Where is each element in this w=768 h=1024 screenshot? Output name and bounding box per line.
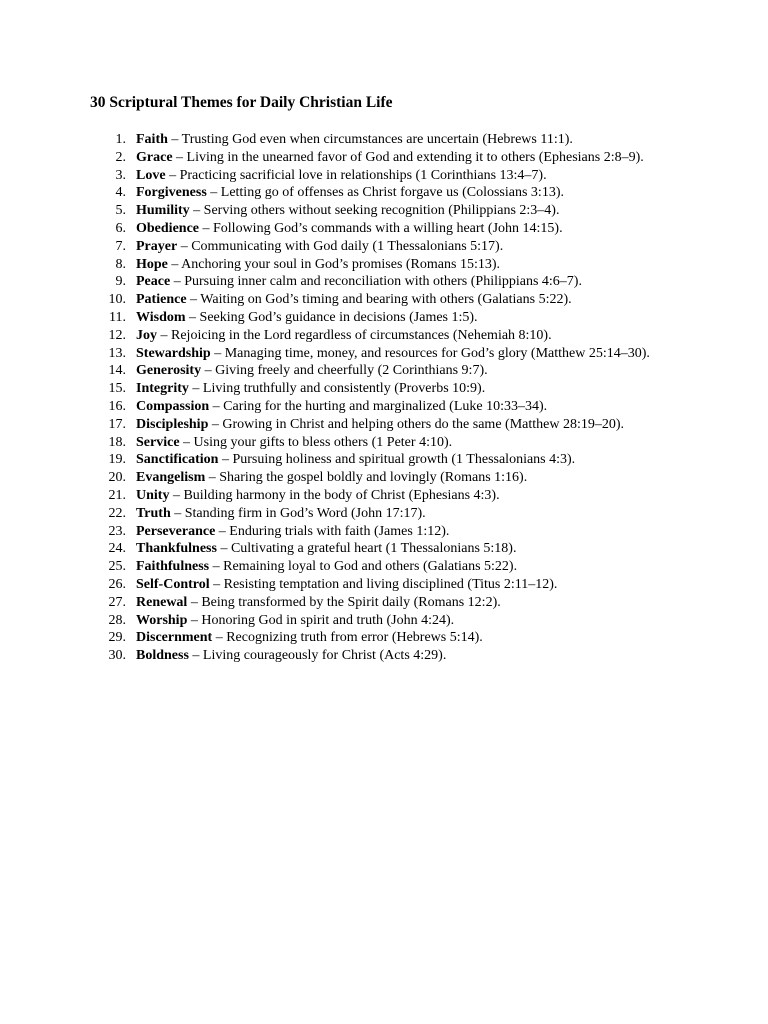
item-term: Compassion	[136, 398, 210, 414]
item-separator: –	[188, 648, 203, 664]
item-description: Anchoring your soul in God’s promises (Romans 15:13).	[181, 256, 500, 272]
item-term: Wisdom	[136, 309, 186, 325]
item-separator: –	[165, 167, 180, 183]
item-separator: –	[169, 487, 184, 503]
item-term: Self-Control	[136, 576, 210, 592]
item-description: Caring for the hurting and marginalized (Luke 10:33–34).	[223, 398, 548, 414]
item-term: Integrity	[136, 381, 189, 397]
list-item	[90, 540, 678, 558]
theme-list	[90, 131, 678, 665]
item-description: Pursuing inner calm and reconciliation with others (Philippians 4:6–7).	[184, 274, 582, 290]
item-separator: –	[185, 309, 200, 325]
item-term: Service	[136, 434, 180, 450]
item-term: Stewardship	[136, 345, 211, 361]
item-term: Truth	[136, 505, 171, 521]
item-number: 11.	[109, 309, 126, 325]
item-number: 29.	[108, 630, 126, 646]
item-term: Sanctification	[136, 452, 219, 468]
item-term: Evangelism	[136, 470, 206, 486]
item-number: 9.	[115, 274, 126, 290]
item-term: Hope	[136, 256, 168, 272]
item-description: Living in the unearned favor of God and extending it to others (Ephesians 2:8–9).	[186, 149, 644, 165]
list-item	[90, 380, 678, 398]
list-item	[90, 291, 678, 309]
item-separator: –	[210, 345, 225, 361]
list-item	[90, 202, 678, 220]
item-description: Giving freely and cheerfully (2 Corinthians 9:7).	[215, 363, 488, 379]
item-separator: –	[206, 185, 221, 201]
item-description: Pursuing holiness and spiritual growth (1 Thessalonians 4:3).	[232, 452, 576, 468]
item-separator: –	[170, 505, 185, 521]
item-number: 28.	[108, 612, 126, 628]
item-number: 1.	[115, 132, 126, 147]
list-item	[90, 238, 678, 256]
item-separator: –	[170, 274, 185, 290]
item-separator: –	[186, 292, 201, 308]
item-term: Generosity	[136, 363, 202, 379]
item-description: Seeking God’s guidance in decisions (James 1:5).	[199, 309, 478, 325]
list-item	[90, 434, 678, 452]
item-description: Communicating with God daily (1 Thessalonians 5:17).	[191, 238, 504, 254]
list-item	[90, 594, 678, 612]
item-number: 22.	[108, 505, 126, 521]
list-item	[90, 309, 678, 327]
item-term: Patience	[136, 292, 187, 308]
item-number: 7.	[115, 238, 126, 254]
list-item	[90, 576, 678, 594]
item-number: 5.	[115, 203, 126, 219]
list-item	[90, 345, 678, 363]
item-term: Humility	[136, 203, 190, 219]
item-description: Serving others without seeking recognition (Philippians 2:3–4).	[203, 203, 560, 219]
document-title: 30 Scriptural Themes for Daily Christian Life	[90, 94, 393, 111]
list-item	[90, 647, 678, 665]
item-term: Discipleship	[136, 416, 209, 432]
list-item	[90, 451, 678, 469]
item-separator: –	[188, 381, 203, 397]
item-separator: –	[216, 541, 231, 557]
list-item	[90, 362, 678, 380]
list-item	[90, 612, 678, 630]
item-description: Resisting temptation and living disciplined (Titus 2:11–12).	[223, 576, 558, 592]
item-separator: –	[201, 363, 216, 379]
item-separator: –	[172, 149, 187, 165]
item-term: Worship	[136, 612, 188, 628]
item-term: Obedience	[136, 220, 199, 236]
item-description: Trusting God even when circumstances are uncertain (Hebrews 11:1).	[181, 132, 573, 147]
item-separator: –	[208, 416, 223, 432]
item-term: Discernment	[136, 630, 213, 646]
item-description: Using your gifts to bless others (1 Peter 4:10).	[193, 434, 453, 450]
item-term: Joy	[136, 327, 157, 343]
item-number: 20.	[108, 470, 126, 486]
item-term: Faithfulness	[136, 559, 210, 575]
item-term: Grace	[136, 149, 173, 165]
item-separator: –	[209, 576, 224, 592]
item-description: Letting go of offenses as Christ forgave us (Colossians 3:13).	[220, 185, 564, 201]
item-number: 6.	[115, 220, 126, 236]
list-item	[90, 469, 678, 487]
item-description: Being transformed by the Spirit daily (Romans 12:2).	[201, 594, 501, 610]
item-separator: –	[167, 132, 182, 147]
item-term: Thankfulness	[136, 541, 217, 557]
list-item	[90, 505, 678, 523]
item-term: Forgiveness	[136, 185, 207, 201]
item-term: Renewal	[136, 594, 188, 610]
item-description: Living truthfully and consistently (Proverbs 10:9).	[202, 381, 486, 397]
item-number: 17.	[108, 416, 126, 432]
item-separator: –	[189, 203, 204, 219]
item-description: Sharing the gospel boldly and lovingly (Romans 1:16).	[219, 470, 528, 486]
item-description: Growing in Christ and helping others do the same (Matthew 28:19–20).	[222, 416, 625, 432]
item-separator: –	[199, 220, 213, 236]
list-item	[90, 327, 678, 345]
item-description: Managing time, money, and resources for God’s glory (Matthew 25:14–30).	[224, 345, 650, 361]
item-number: 23.	[108, 523, 126, 539]
item-separator: –	[167, 256, 182, 272]
item-number: 27.	[108, 594, 126, 610]
list-item	[90, 273, 678, 291]
list-item	[90, 131, 678, 149]
item-separator: –	[187, 594, 202, 610]
item-description: Remaining loyal to God and others (Galatians 5:22).	[223, 559, 518, 575]
item-description: Practicing sacrificial love in relationships (1 Corinthians 13:4–7).	[179, 167, 547, 183]
item-description: Following God’s commands with a willing heart (John 14:15).	[213, 220, 563, 236]
item-separator: –	[157, 327, 171, 343]
list-item	[90, 416, 678, 434]
item-separator: –	[177, 238, 192, 254]
item-number: 15.	[108, 381, 126, 397]
item-number: 2.	[115, 149, 126, 165]
list-item	[90, 629, 678, 647]
item-separator: –	[218, 452, 233, 468]
item-number: 16.	[108, 398, 126, 414]
item-description: Waiting on God’s timing and bearing with others (Galatians 5:22).	[200, 292, 572, 308]
list-item	[90, 523, 678, 541]
item-term: Boldness	[136, 648, 189, 664]
item-separator: –	[209, 559, 224, 575]
list-item	[90, 256, 678, 274]
item-description: Living courageously for Christ (Acts 4:29).	[202, 648, 447, 664]
item-number: 14.	[108, 363, 126, 379]
item-separator: –	[212, 630, 227, 646]
item-number: 10.	[108, 292, 126, 308]
item-term: Unity	[136, 487, 170, 503]
item-number: 8.	[115, 256, 126, 272]
item-separator: –	[215, 523, 230, 539]
item-term: Peace	[136, 274, 171, 290]
item-separator: –	[205, 470, 220, 486]
item-separator: –	[179, 434, 194, 450]
item-description: Building harmony in the body of Christ (Ephesians 4:3).	[183, 487, 500, 503]
list-item	[90, 220, 678, 238]
item-number: 24.	[108, 541, 126, 557]
item-separator: –	[187, 612, 202, 628]
item-description: Cultivating a grateful heart (1 Thessalonians 5:18).	[230, 541, 517, 557]
list-item	[90, 398, 678, 416]
item-number: 19.	[108, 452, 126, 468]
item-term: Perseverance	[136, 523, 216, 539]
item-description: Standing firm in God’s Word (John 17:17).	[184, 505, 426, 521]
item-description: Rejoicing in the Lord regardless of circumstances (Nehemiah 8:10).	[171, 327, 552, 343]
item-number: 13.	[108, 345, 126, 361]
item-number: 26.	[108, 576, 126, 592]
list-item	[90, 487, 678, 505]
list-item	[90, 558, 678, 576]
item-separator: –	[209, 398, 224, 414]
item-term: Faith	[136, 132, 168, 147]
item-term: Love	[136, 167, 166, 183]
item-number: 4.	[115, 185, 126, 201]
item-number: 12.	[108, 327, 126, 343]
item-number: 3.	[115, 167, 126, 183]
item-number: 18.	[108, 434, 126, 450]
list-item	[90, 184, 678, 202]
item-description: Enduring trials with faith (James 1:12).	[229, 523, 450, 539]
item-description: Recognizing truth from error (Hebrews 5:14).	[226, 630, 483, 646]
item-number: 25.	[108, 559, 126, 575]
item-number: 30.	[108, 648, 126, 664]
list-item	[90, 149, 678, 167]
item-number: 21.	[108, 487, 126, 503]
item-term: Prayer	[136, 238, 178, 254]
list-item	[90, 167, 678, 185]
item-description: Honoring God in spirit and truth (John 4:24).	[201, 612, 455, 628]
